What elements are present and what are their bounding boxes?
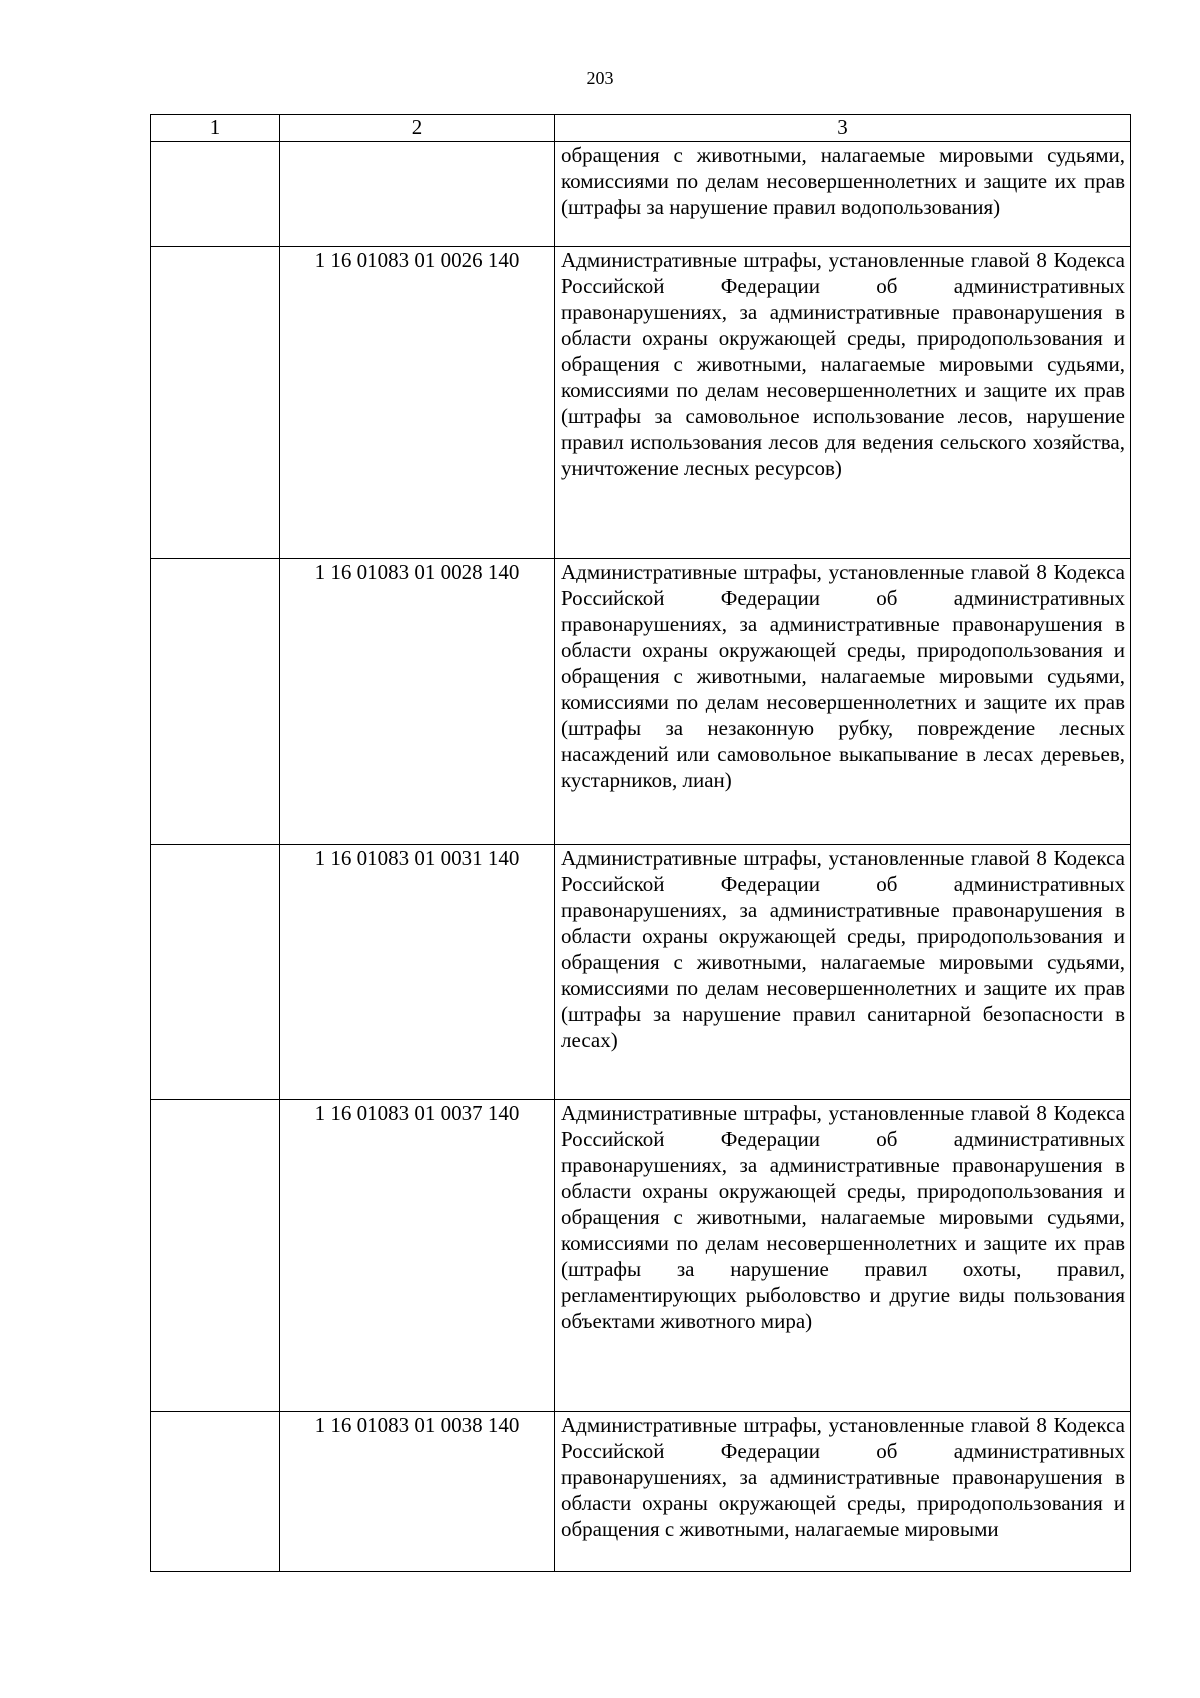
header-col-1: 1: [151, 115, 280, 142]
row-description-cell: [555, 1100, 1131, 1412]
budget-code: 1 16 01083 01 0037 140: [314, 1101, 520, 1125]
row-description-cell: [555, 247, 1131, 559]
row-description-cell: [555, 845, 1131, 1100]
description-text: Административные штрафы, установленные главой 8 Кодекса Российской Федерации об административных правонарушениях, за административные правонарушения в области охраны окружающей среды, природопользования и обращения с животными, налагаемые мировыми судьями, комиссиями по делам несовершеннолетних и защите их прав (штрафы за нарушение правил санитарной безопасности в лесах): [561, 846, 1125, 1052]
row-description-cell: [555, 559, 1131, 845]
description-text: Административные штрафы, установленные главой 8 Кодекса Российской Федерации об административных правонарушениях, за административные правонарушения в области охраны окружающей среды, природопользования и обращения с животными, налагаемые мировыми судьями, комиссиями по делам несовершеннолетних и защите их прав (штрафы за самовольное использование лесов, нарушение правил использования лесов для ведения сельского хозяйства, уничтожение лесных ресурсов): [561, 248, 1125, 480]
table-row: [151, 559, 1131, 845]
table-row: [151, 247, 1131, 559]
row-description-cell: [555, 1412, 1131, 1572]
row-col-1: [151, 559, 280, 845]
table-row: [151, 1412, 1131, 1572]
table-header-row: [151, 115, 1131, 142]
row-code-cell: [280, 845, 555, 1100]
table-row: [151, 142, 1131, 247]
table-row: [151, 845, 1131, 1100]
page-number: 203: [586, 68, 614, 88]
row-code-cell: [280, 1412, 555, 1572]
row-code-cell: [280, 247, 555, 559]
row-code-cell: [280, 142, 555, 247]
budget-code: 1 16 01083 01 0026 140: [314, 248, 520, 272]
budget-code: 1 16 01083 01 0028 140: [314, 560, 520, 584]
row-description-cell: [555, 142, 1131, 247]
row-col-1: [151, 142, 280, 247]
description-text: обращения с животными, налагаемые мировыми судьями, комиссиями по делам несовершеннолетних и защите их прав (штрафы за нарушение правил водопользования): [561, 143, 1125, 219]
description-text: Административные штрафы, установленные главой 8 Кодекса Российской Федерации об административных правонарушениях, за административные правонарушения в области охраны окружающей среды, природопользования и обращения с животными, налагаемые мировыми судьями, комиссиями по делам несовершеннолетних и защите их прав (штрафы за нарушение правил охоты, правил, регламентирующих рыболовство и другие виды пользования объектами животного мира): [561, 1101, 1125, 1333]
row-code-cell: [280, 1100, 555, 1412]
header-col-2: 2: [280, 115, 555, 142]
row-col-1: [151, 845, 280, 1100]
budget-code: 1 16 01083 01 0031 140: [314, 846, 520, 870]
description-text: Административные штрафы, установленные главой 8 Кодекса Российской Федерации об административных правонарушениях, за административные правонарушения в области охраны окружающей среды, природопользования и обращения с животными, налагаемые мировыми судьями, комиссиями по делам несовершеннолетних и защите их прав (штрафы за незаконную рубку, повреждение лесных насаждений или самовольное выкапывание в лесах деревьев, кустарников, лиан): [561, 560, 1125, 792]
description-text: Административные штрафы, установленные главой 8 Кодекса Российской Федерации об административных правонарушениях, за административные правонарушения в области охраны окружающей среды, природопользования и обращения с животными, налагаемые мировыми: [561, 1413, 1125, 1541]
row-col-1: [151, 1100, 280, 1412]
row-col-1: [151, 247, 280, 559]
header-col-3: 3: [555, 115, 1131, 142]
budget-classification-table: [150, 114, 1131, 1572]
budget-code: 1 16 01083 01 0038 140: [314, 1413, 520, 1437]
row-col-1: [151, 1412, 280, 1572]
row-code-cell: [280, 559, 555, 845]
table-row: [151, 1100, 1131, 1412]
